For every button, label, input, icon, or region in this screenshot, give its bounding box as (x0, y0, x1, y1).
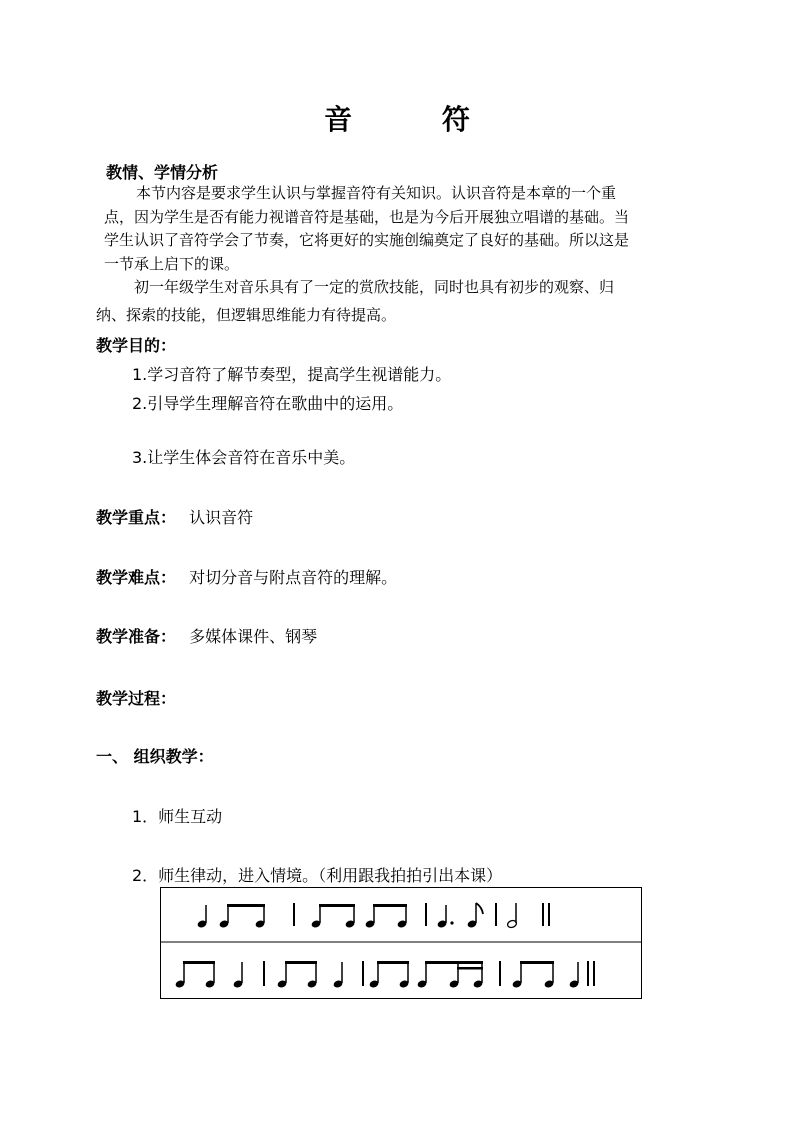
process-label: 教学过程： (96, 689, 177, 708)
goal-item: 1.学习音符了解节奏型，提高学生视谱能力。 (132, 365, 452, 384)
key-point-label: 教学重点： (96, 508, 177, 527)
analysis-paragraph-1 (104, 182, 629, 276)
rhythm-row-1 (197, 903, 549, 929)
paragraph-line: 本节内容是要求学生认识与掌握音符有关知识。认识音符是本章的一个重 (136, 184, 617, 202)
paragraph-line: 学生认识了音符学会了节奏，它将更好的实施创编奠定了良好的基础。所以这是 (104, 231, 630, 249)
preparation (96, 624, 317, 647)
step-item: 1．师生互动 (132, 807, 223, 826)
analysis-paragraph-2 (96, 273, 614, 329)
difficulty-value: 对切分音与附点音符的理解。 (189, 568, 398, 587)
rhythm-row-2 (175, 961, 594, 989)
paragraph-line: 初一年级学生对音乐具有了一定的赏欣技能，同时也具有初步的观察、归 (134, 278, 615, 296)
step-item: 2．师生律动，进入情境。（利用跟我拍拍引出本课） (132, 866, 503, 885)
eighth-pair-icon (277, 961, 318, 989)
eighth-pair-icon (219, 904, 266, 929)
eighth-pair-icon (512, 961, 555, 989)
paragraph-line: 一节承上启下的课。 (104, 254, 240, 273)
paragraph-line: 点，因为学生是否有能力视谱音符是基础，也是为今后开展独立唱谱的基础。当 (104, 207, 630, 226)
quarter-note-icon (569, 962, 580, 989)
eighth-note-icon (467, 903, 483, 929)
eighth-pair-icon (311, 904, 356, 929)
quarter-note-icon (333, 962, 344, 989)
section-1-heading: 一、 组织教学： (96, 747, 214, 766)
preparation-value: 多媒体课件、钢琴 (189, 627, 318, 646)
page-title: 音 符 (324, 103, 510, 136)
analysis-heading: 教情、学情分析 (106, 163, 219, 182)
quarter-note-icon (233, 962, 244, 989)
goal-item: 2.引导学生理解音符在歌曲中的运用。 (132, 394, 404, 413)
difficulty (96, 565, 397, 588)
eighth-sixteenth-group-icon (417, 961, 484, 989)
double-barline-icon (543, 903, 549, 926)
key-point-value: 认识音符 (189, 508, 254, 527)
preparation-label: 教学准备： (96, 627, 177, 646)
eighth-pair-icon (369, 961, 410, 989)
goals-heading: 教学目的： (96, 336, 177, 355)
key-point (96, 505, 253, 528)
goal-item: 3.让学生体会音符在音乐中美。 (132, 448, 356, 467)
difficulty-label: 教学难点： (96, 568, 177, 587)
half-note-icon (507, 903, 518, 929)
dotted-quarter-note-icon (437, 905, 454, 929)
paragraph-line: 纳、探索的技能，但逻辑思维能力有待提高。 (96, 306, 397, 324)
eighth-pair-icon (365, 904, 408, 929)
rhythm-notation-figure (160, 887, 642, 999)
quarter-note-icon (197, 905, 208, 929)
eighth-pair-icon (175, 961, 216, 989)
double-barline-icon (588, 961, 594, 986)
